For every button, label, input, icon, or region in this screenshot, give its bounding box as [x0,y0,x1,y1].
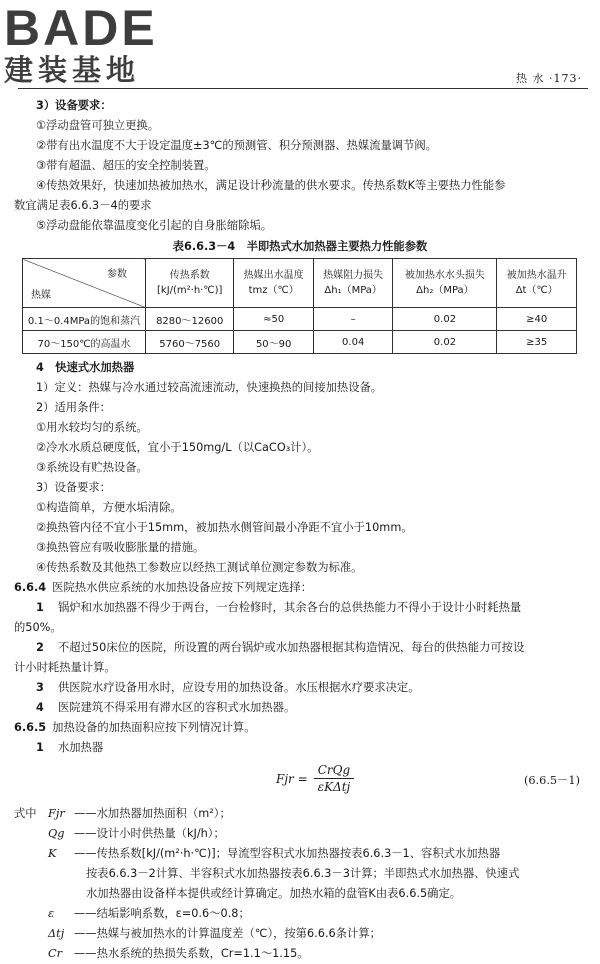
where-label: 式中 [14,807,37,820]
logo [4,2,184,86]
numerator: CrQg [314,762,355,779]
header-rule [18,88,588,89]
list-item: 2 不超过50床位的医院，所设置的两台锅炉或水加热器根据其构造情况，每台的供热能力可按设 [36,641,525,654]
clause-number: 6.6.5 [14,721,47,734]
list-item: 3 供医院水疗设备用水时，应设专用的加热设备。水压根据水疗要求决定。 [36,681,420,694]
list-item-cont: 的50%。 [14,621,62,634]
definition-line: 式中 Fjr ——水加热器加热面积（m²）； [14,804,586,824]
header-cell: 热媒出水温度 tmz（℃） [234,259,314,308]
equation-body [276,762,354,795]
table-cell: 0.02 [393,331,497,354]
header-cell: 传热系数 [kJ/(m²·h·℃)] [146,259,234,308]
table-corner-cell [23,259,146,308]
table-cell: 70～150℃的高温水 [23,331,146,354]
clause-number: 6.6.4 [14,581,47,594]
clause-heading [14,578,586,598]
clause-text: 加热设备的加热面积应按下列情况计算。 [52,721,256,734]
page-body [14,96,586,964]
clause-text: 医院热水供应系统的水加热设备应按下列规定选择： [52,581,313,594]
parameter-table [22,258,577,354]
corner-label-param: 参数 [107,269,127,280]
list-item: ④传热系数及其他热工参数应以经热工测试单位测定参数为标准。 [36,561,363,574]
list-item: ②带有出水温度不大于设定温度±3℃的预测管、积分预测器、热媒流量调节阀。 [36,139,437,152]
clause-heading [14,718,586,738]
corner-label-medium: 热媒 [31,290,51,301]
table-cell: 0.02 [393,308,497,331]
table-row [23,308,577,331]
header-cell: 被加热水温升 Δt（℃） [497,259,577,308]
equation-number: (6.6.5－1) [523,774,580,787]
definition-line: ε ——结垢影响系数，ε=0.6～0.8； [48,907,250,920]
table-cell: 50～90 [234,331,314,354]
logo-chinese: 建装基地 [4,53,141,87]
table-cell: ≈50 [234,308,314,331]
definition-line: Cr ——热水系统的热损失系数，Cr=1.1～1.15。 [48,947,309,960]
definition-line: Qg ——设计小时供热量（kJ/h）； [48,827,225,840]
equation-lhs: Fjr = [276,771,308,786]
list-item: 4 医院建筑不得采用有滞水区的容积式水加热器。 [36,701,296,714]
list-item: 1 锅炉和水加热器不得少于两台，一台检修时，其余各台的总供热能力不得小于设计小时耗热量 [36,601,522,614]
list-item: 3）设备要求： [36,481,111,494]
table-cell: 0.04 [313,331,393,354]
table-cell: ≥40 [497,308,577,331]
section-title: 3）设备要求： [36,99,112,112]
table-caption: 表6.6.3－4 半即热式水加热器主要热力性能参数 [172,240,428,253]
denominator: εKΔtj [317,780,351,794]
list-item: ①浮动盘管可独立更换。 [36,119,160,132]
list-item: ①构造简单，方便水垢清除。 [36,501,182,514]
list-item: ①用水较均匀的系统。 [36,421,148,434]
table-header-row [23,259,577,308]
table-row [23,331,577,354]
running-header: 热 水 ·173· [516,72,582,85]
list-item: 1）定义：热媒与冷水通过较高流速流动，快速换热的间接加热设备。 [36,381,383,394]
list-item: ②冷水水质总硬度低，宜小于150mg/L（以CaCO₃计）。 [36,441,319,454]
list-item: ③系统设有贮热设备。 [36,461,148,474]
fraction [314,762,355,795]
list-item: ④传热效果好，快速加热被加热水，满足设计秒流量的供水要求。传热系数K等主要热力性能参 [36,179,506,192]
logo-wordmark: BADE [4,0,158,56]
list-item: ③带有超温、超压的安全控制装置。 [36,159,216,172]
header-cell: 热媒阻力损失 Δh₁（MPa） [313,259,393,308]
list-item: ②换热管内径不宜小于15mm，被加热水侧管间最小净距不宜小于10mm。 [36,521,413,534]
table-cell: – [313,308,393,331]
list-item: 数宜满足表6.6.3－4的要求 [14,199,152,212]
equation [14,760,586,804]
section-title: 4 快速式水加热器 [36,361,135,374]
definition-line: K ——传热系数[kJ/(m²·h·℃)]；导流型容积式水加热器按表6.6.3－1、容积式水加热器 [48,847,501,860]
list-item: ⑤浮动盘能依靠温度变化引起的自身胀缩除垢。 [36,219,273,232]
definition-line: Δtj ——热媒与被加热水的计算温度差（℃），按第6.6.6条计算； [48,927,381,940]
table-cell: 0.1～0.4MPa的饱和蒸汽 [23,308,146,331]
definition-line: 水加热器由设备样本提供或经计算确定。加热水箱的盘管K由表6.6.5确定。 [86,887,462,900]
list-item: 2）适用条件： [36,401,111,414]
definition-line: 按表6.6.3－2计算、半容积式水加热器按表6.6.3－3计算；半即热式水加热器、快速式 [86,867,520,880]
list-item-cont: 计小时耗热量计算。 [14,661,116,674]
list-item: 1 水加热器 [36,741,104,754]
list-item: ③换热管应有吸收膨胀量的措施。 [36,541,205,554]
table-cell: 8280～12600 [146,308,234,331]
table-cell: 5760～7560 [146,331,234,354]
table-cell: ≥35 [497,331,577,354]
header-cell: 被加热水水头损失 Δh₂（MPa） [393,259,497,308]
